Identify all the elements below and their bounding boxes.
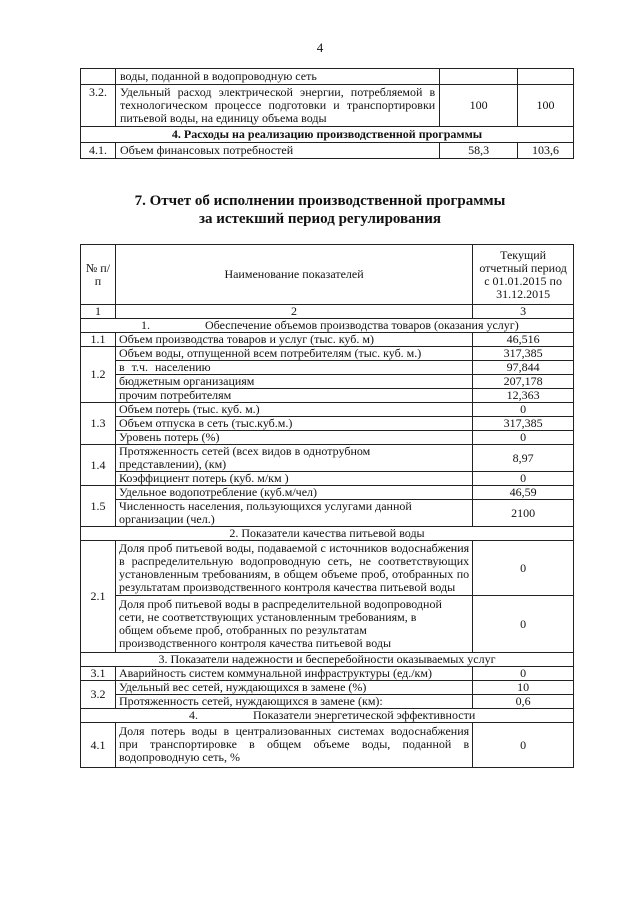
row-value: 12,363 [473,389,574,403]
row-value: 0 [473,723,574,768]
table-row [81,305,574,319]
row-number: 1.2 [81,347,116,403]
row-text: Объем производства товаров и услуг (тыс. куб. м) [115,333,472,347]
row-value: 0 [473,403,574,417]
row-text: Протяженность сетей, нуждающихся в замене (км): [115,695,472,709]
table-row [81,486,574,500]
row-text: Удельный расход электрической энергии, потребляемой в технологическом процессе подготовки и транспортировки питьевой воды, на единицу объема воды [115,85,439,127]
row-number: 1.5 [81,486,116,527]
table-row [81,667,574,681]
row-value: 100 [518,85,574,127]
row-text: в т.ч. населению [115,361,472,375]
table-row [81,403,574,417]
table-header-row [81,245,574,305]
row-text: Аварийность систем коммунальной инфраструктуры (ед./км) [115,667,472,681]
table-row [81,723,574,768]
row-text: Доля проб питьевой воды, подаваемой с источников водоснабжения в распределительную водопроводную сеть, не соответствующих установленным требованиям, в общем объеме проб, отобранных по результатам производственного контроля качества питьевой воды [115,541,472,596]
table-row [81,333,574,347]
row-number: 2.1 [81,541,116,653]
table-row [81,389,574,403]
row-number: 3.2. [81,85,116,127]
row-text: Объем отпуска в сеть (тыс.куб.м.) [115,417,472,431]
row-text: Доля проб питьевой воды в распределительной водопроводной сети, не соответствующих установленным требованиям, в общем объеме проб, отобранных по результатам производственного контроля качества питьевой воды [115,596,472,653]
section-heading: 4. Расходы на реализацию производственной программы [81,127,574,143]
row-value: 317,385 [473,347,574,361]
row-value: 317,385 [473,417,574,431]
header-period: Текущий отчетный период с 01.01.2015 по 31.12.2015 [473,245,574,305]
table-row [81,85,574,127]
row-value: 0 [473,596,574,653]
table-row [81,417,574,431]
row-value: 0 [473,472,574,486]
row-text: Коэффициент потерь (куб. м/км ) [115,472,472,486]
row-text: прочим потребителям [115,389,472,403]
row-text: Численность населения, пользующихся услугами данной организации (чел.) [115,500,472,527]
table-row [81,500,574,527]
row-number: 1.3 [81,403,116,445]
section-heading [81,319,574,333]
table-row [81,596,574,653]
table-section-row [81,709,574,723]
column-index: 2 [115,305,472,319]
row-number: 4.1. [81,143,116,159]
header-number: № п/п [81,245,116,305]
section-subtitle: за истекший период регулирования [198,211,442,227]
section-heading: 2. Показатели качества питьевой воды [81,527,574,541]
section-title-text: Обеспечение объемов производства товаров (оказания услуг) [205,318,519,332]
table-row [81,69,574,85]
table-row [81,375,574,389]
table-row [81,445,574,472]
row-value: 10 [473,681,574,695]
section-title: 7. Отчет об исполнении производственной программы [134,193,506,209]
row-value: 58,3 [440,143,518,159]
row-text: Объем финансовых потребностей [115,143,439,159]
row-text: воды, поданной в водопроводную сеть [115,69,439,85]
page-number: 4 [316,40,324,55]
section-number: 4. [189,708,198,722]
row-value: 2100 [473,500,574,527]
row-text: Объем воды, отпущенной всем потребителям (тыс. куб. м.) [115,347,472,361]
row-number: 1.4 [81,445,116,486]
row-text: Удельный вес сетей, нуждающихся в замене (%) [115,681,472,695]
row-value: 46,59 [473,486,574,500]
section-heading [81,709,574,723]
row-value: 0 [473,541,574,596]
row-text: Объем потерь (тыс. куб. м.) [115,403,472,417]
row-value: 8,97 [473,445,574,472]
section-heading: 3. Показатели надежности и бесперебойности оказываемых услуг [81,653,574,667]
column-index: 3 [473,305,574,319]
row-value: 0 [473,431,574,445]
row-value: 97,844 [473,361,574,375]
program-report-table [80,244,574,768]
row-number: 1.1 [81,333,116,347]
row-number: 3.2 [81,681,116,709]
table-row [81,695,574,709]
table-section-row [81,653,574,667]
section-number: 1. [141,318,150,332]
table-section-row [81,127,574,143]
row-value: 0 [473,667,574,681]
section-title-text: Показатели энергетической эффективности [253,708,476,722]
row-number: 3.1 [81,667,116,681]
row-value: 100 [440,85,518,127]
row-number: 4.1 [81,723,116,768]
row-text: Уровень потерь (%) [115,431,472,445]
row-value: 0,6 [473,695,574,709]
table-row [81,361,574,375]
table-row [81,431,574,445]
row-value: 103,6 [518,143,574,159]
table-row [81,143,574,159]
header-name: Наименование показателей [115,245,472,305]
tariff-continuation-table [80,68,574,159]
table-row [81,681,574,695]
table-row [81,472,574,486]
table-row [81,347,574,361]
table-section-row [81,527,574,541]
row-text: бюджетным организациям [115,375,472,389]
row-value: 207,178 [473,375,574,389]
row-text: Удельное водопотребление (куб.м/чел) [115,486,472,500]
table-section-row [81,319,574,333]
column-index: 1 [81,305,116,319]
row-value: 46,516 [473,333,574,347]
table-row [81,541,574,596]
row-text: Протяженность сетей (всех видов в однотрубном представлении), (км) [115,445,472,472]
row-text: Доля потерь воды в централизованных системах водоснабжения при транспортировке в общем объеме воды, поданной в водопроводную сеть, % [115,723,472,768]
